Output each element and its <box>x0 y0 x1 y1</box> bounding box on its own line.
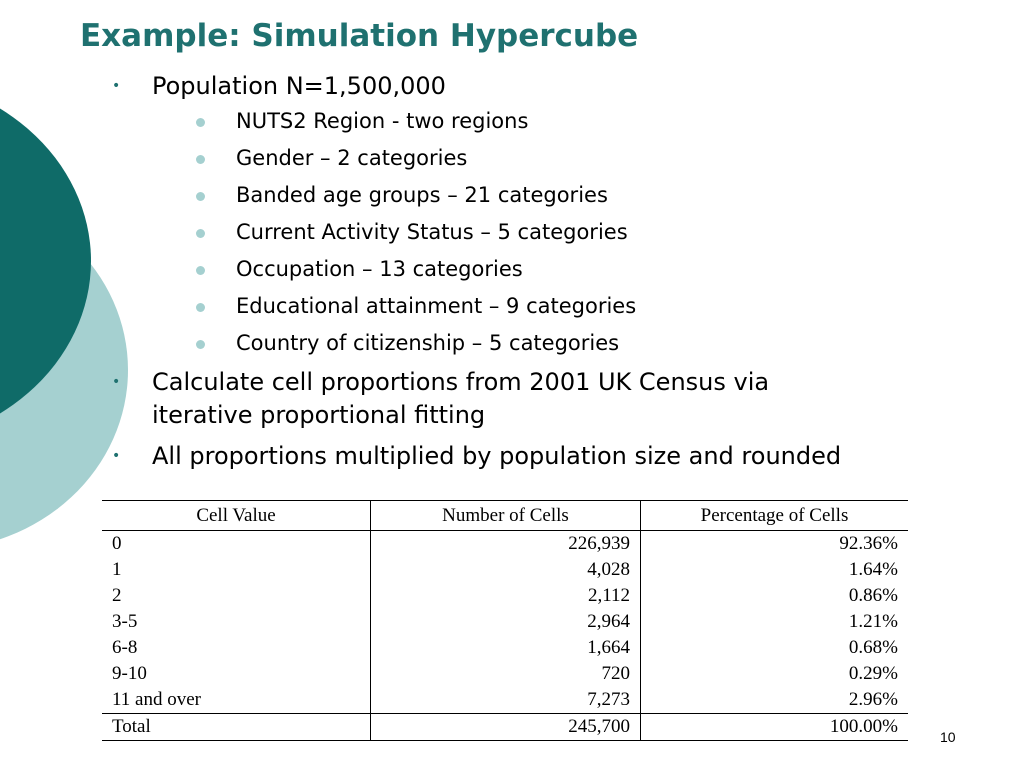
sub-bullet-dot <box>196 118 205 127</box>
sub-bullet-dot <box>196 155 205 164</box>
column-header-percentage: Percentage of Cells <box>641 501 909 531</box>
table-header-row <box>102 501 908 531</box>
sub-bullet-dot <box>196 192 205 201</box>
sub-bullet-dot <box>196 303 205 312</box>
table-cell: 9-10 <box>102 661 371 687</box>
table-row <box>102 687 908 714</box>
sub-bullet-text: Gender – 2 categories <box>236 146 468 170</box>
bullet-multiplied <box>108 440 988 473</box>
table-cell: 92.36% <box>839 533 898 554</box>
table-row <box>102 583 908 609</box>
table-cell: 1,664 <box>371 635 641 661</box>
table-cell: Total <box>102 714 371 741</box>
sub-bullet-dot <box>196 266 205 275</box>
table-cell: 2,964 <box>371 609 641 635</box>
bullet-text: Population N=1,500,000 <box>152 72 446 100</box>
table-cell: 720 <box>371 661 641 687</box>
bullet-text: Calculate cell proportions from 2001 UK Census via <box>152 368 770 396</box>
sub-bullet-text: NUTS2 Region - two regions <box>236 109 529 133</box>
sub-bullet-text: Country of citizenship – 5 categories <box>236 331 620 355</box>
bullet-text-continued: iterative proportional fitting <box>152 401 486 429</box>
sub-bullet-text: Banded age groups – 21 categories <box>236 183 608 207</box>
table-cell: 2,112 <box>371 583 641 609</box>
sub-bullet-text: Current Activity Status – 5 categories <box>236 220 628 244</box>
table-cell: 2.96% <box>848 689 898 710</box>
table-cell: 7,273 <box>371 687 641 714</box>
sub-bullet <box>108 177 988 214</box>
sub-bullet <box>108 288 988 325</box>
table-cell: 245,700 <box>371 714 641 741</box>
sub-bullet <box>108 251 988 288</box>
column-header-number-of-cells: Number of Cells <box>371 501 641 531</box>
table-row <box>102 557 908 583</box>
bullet-population <box>108 70 988 103</box>
page-number: 10 <box>940 729 956 745</box>
column-header-cell-value: Cell Value <box>102 501 371 531</box>
table-cell: 0 <box>102 531 371 558</box>
table-row <box>102 661 908 687</box>
table-cell: 4,028 <box>371 557 641 583</box>
table-cell: 100.00% <box>641 714 909 741</box>
sub-bullet-text: Occupation – 13 categories <box>236 257 523 281</box>
bullet-text: All proportions multiplied by population size and rounded <box>152 442 842 470</box>
table-cell: 1.64% <box>848 559 898 580</box>
bullet-list <box>108 70 988 473</box>
bullet-marker: • <box>112 78 121 94</box>
cell-value-table <box>102 500 908 741</box>
sub-bullet-dot <box>196 229 205 238</box>
slide-title: Example: Simulation Hypercube <box>80 18 639 54</box>
bullet-calculate <box>108 366 988 432</box>
table-cell: 3-5 <box>102 609 371 635</box>
sub-bullet <box>108 325 988 362</box>
sub-bullet <box>108 214 988 251</box>
sub-bullet-dot <box>196 340 205 349</box>
table-cell: 2 <box>102 583 371 609</box>
table-cell: 11 and over <box>102 687 371 714</box>
table-cell: 1 <box>102 557 371 583</box>
table-cell: 0.86% <box>848 585 898 606</box>
table-cell: 1.21% <box>848 611 898 632</box>
table-cell: 6-8 <box>102 635 371 661</box>
table-row <box>102 609 908 635</box>
table-row-total <box>102 714 908 741</box>
bullet-marker: • <box>112 374 121 390</box>
table-cell: 226,939 <box>371 531 641 558</box>
table-row <box>102 531 908 558</box>
table-cell: 0.68% <box>848 637 898 658</box>
sub-bullet-text: Educational attainment – 9 categories <box>236 294 637 318</box>
table-row <box>102 635 908 661</box>
table-cell: 0.29% <box>848 663 898 684</box>
sub-bullet <box>108 103 988 140</box>
sub-bullet <box>108 140 988 177</box>
bullet-marker: • <box>112 448 121 464</box>
